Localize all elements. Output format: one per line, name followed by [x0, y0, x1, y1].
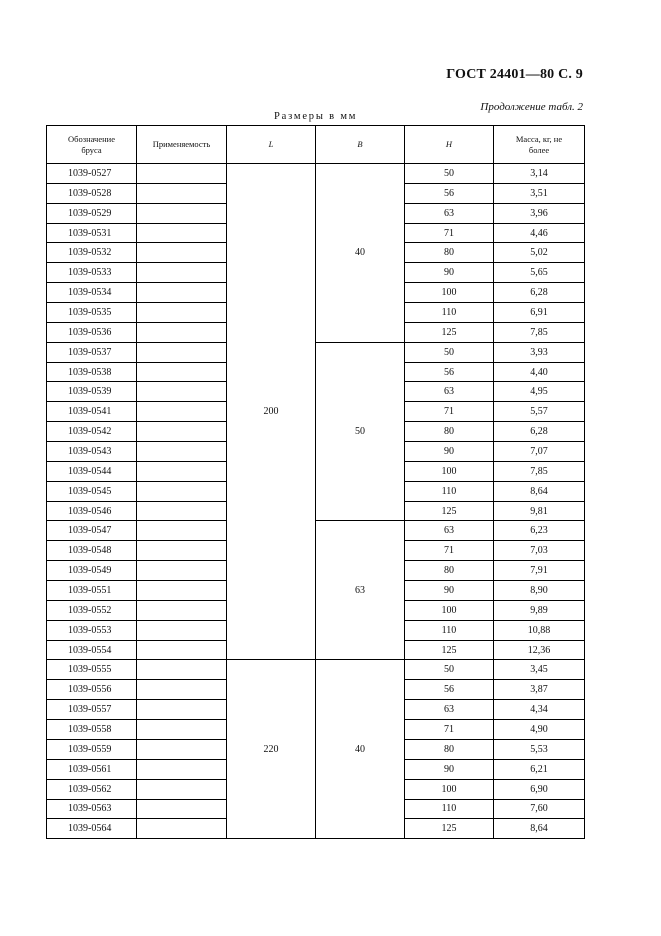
cell-code: 1039-0538: [47, 362, 137, 382]
cell-code: 1039-0548: [47, 541, 137, 561]
cell-code: 1039-0534: [47, 283, 137, 303]
cell-b: 40: [316, 660, 405, 839]
cell-mass: 4,95: [494, 382, 585, 402]
cell-h: 71: [405, 402, 494, 422]
cell-code: 1039-0529: [47, 203, 137, 223]
cell-h: 100: [405, 283, 494, 303]
cell-applicability: [137, 680, 227, 700]
cell-applicability: [137, 322, 227, 342]
cell-mass: 7,07: [494, 442, 585, 462]
column-header-mass: Масса, кг, не более: [494, 126, 585, 164]
cell-code: 1039-0536: [47, 322, 137, 342]
cell-mass: 12,36: [494, 640, 585, 660]
cell-mass: 3,14: [494, 164, 585, 184]
cell-applicability: [137, 759, 227, 779]
cell-h: 63: [405, 700, 494, 720]
cell-code: 1039-0543: [47, 442, 137, 462]
column-header-code: Обозначение бруса: [47, 126, 137, 164]
dimensions-table: [46, 125, 585, 839]
cell-applicability: [137, 183, 227, 203]
cell-code: 1039-0539: [47, 382, 137, 402]
cell-applicability: [137, 799, 227, 819]
cell-applicability: [137, 164, 227, 184]
cell-applicability: [137, 739, 227, 759]
cell-applicability: [137, 720, 227, 740]
cell-b: 63: [316, 521, 405, 660]
cell-applicability: [137, 461, 227, 481]
cell-h: 63: [405, 521, 494, 541]
cell-applicability: [137, 422, 227, 442]
cell-h: 110: [405, 481, 494, 501]
table-row: [47, 342, 585, 362]
cell-h: 90: [405, 759, 494, 779]
cell-mass: 5,02: [494, 243, 585, 263]
cell-mass: 6,28: [494, 283, 585, 303]
cell-b: 40: [316, 164, 405, 343]
cell-l: 200: [227, 164, 316, 660]
cell-h: 56: [405, 362, 494, 382]
cell-code: 1039-0553: [47, 620, 137, 640]
cell-applicability: [137, 521, 227, 541]
cell-code: 1039-0551: [47, 581, 137, 601]
cell-h: 71: [405, 223, 494, 243]
cell-h: 100: [405, 600, 494, 620]
cell-applicability: [137, 819, 227, 839]
cell-mass: 3,87: [494, 680, 585, 700]
cell-h: 100: [405, 779, 494, 799]
cell-applicability: [137, 481, 227, 501]
cell-code: 1039-0549: [47, 561, 137, 581]
cell-b: 50: [316, 342, 405, 521]
cell-h: 90: [405, 263, 494, 283]
cell-code: 1039-0546: [47, 501, 137, 521]
cell-h: 100: [405, 461, 494, 481]
cell-applicability: [137, 581, 227, 601]
cell-mass: 7,60: [494, 799, 585, 819]
cell-code: 1039-0562: [47, 779, 137, 799]
cell-l: 220: [227, 660, 316, 839]
cell-applicability: [137, 362, 227, 382]
cell-h: 80: [405, 739, 494, 759]
cell-code: 1039-0535: [47, 303, 137, 323]
cell-applicability: [137, 303, 227, 323]
cell-mass: 8,64: [494, 481, 585, 501]
cell-code: 1039-0547: [47, 521, 137, 541]
cell-code: 1039-0542: [47, 422, 137, 442]
table-continuation-label: Продолжение табл. 2: [480, 101, 583, 113]
cell-mass: 6,23: [494, 521, 585, 541]
dimensions-table-container: [46, 125, 585, 839]
cell-h: 80: [405, 243, 494, 263]
cell-code: 1039-0528: [47, 183, 137, 203]
cell-applicability: [137, 501, 227, 521]
cell-h: 80: [405, 561, 494, 581]
cell-code: 1039-0557: [47, 700, 137, 720]
units-caption: Размеры в мм: [274, 111, 358, 122]
cell-mass: 10,88: [494, 620, 585, 640]
cell-h: 80: [405, 422, 494, 442]
column-header-h: H: [405, 126, 494, 164]
cell-h: 125: [405, 322, 494, 342]
page-header-title: ГОСТ 24401—80 С. 9: [446, 67, 583, 82]
cell-h: 50: [405, 342, 494, 362]
cell-h: 125: [405, 501, 494, 521]
cell-h: 71: [405, 720, 494, 740]
table-row: [47, 164, 585, 184]
cell-applicability: [137, 600, 227, 620]
table-row: [47, 521, 585, 541]
cell-applicability: [137, 402, 227, 422]
cell-mass: 7,85: [494, 322, 585, 342]
cell-code: 1039-0541: [47, 402, 137, 422]
cell-applicability: [137, 223, 227, 243]
cell-mass: 7,91: [494, 561, 585, 581]
table-body: [47, 164, 585, 839]
cell-code: 1039-0554: [47, 640, 137, 660]
cell-mass: 6,90: [494, 779, 585, 799]
cell-mass: 6,28: [494, 422, 585, 442]
cell-code: 1039-0552: [47, 600, 137, 620]
column-header-l: L: [227, 126, 316, 164]
cell-code: 1039-0545: [47, 481, 137, 501]
table-header-row: [47, 126, 585, 164]
cell-code: 1039-0563: [47, 799, 137, 819]
cell-mass: 9,81: [494, 501, 585, 521]
cell-code: 1039-0533: [47, 263, 137, 283]
cell-applicability: [137, 700, 227, 720]
cell-mass: 5,57: [494, 402, 585, 422]
cell-mass: 7,85: [494, 461, 585, 481]
cell-mass: 5,53: [494, 739, 585, 759]
column-header-b: B: [316, 126, 405, 164]
cell-applicability: [137, 342, 227, 362]
cell-h: 90: [405, 442, 494, 462]
cell-mass: 3,93: [494, 342, 585, 362]
cell-mass: 4,90: [494, 720, 585, 740]
cell-mass: 6,21: [494, 759, 585, 779]
cell-code: 1039-0561: [47, 759, 137, 779]
cell-applicability: [137, 382, 227, 402]
cell-code: 1039-0558: [47, 720, 137, 740]
cell-mass: 7,03: [494, 541, 585, 561]
cell-mass: 3,45: [494, 660, 585, 680]
cell-h: 110: [405, 620, 494, 640]
table-row: [47, 660, 585, 680]
cell-h: 125: [405, 819, 494, 839]
column-header-applicability: Применяемость: [137, 126, 227, 164]
cell-h: 50: [405, 164, 494, 184]
cell-code: 1039-0544: [47, 461, 137, 481]
cell-code: 1039-0556: [47, 680, 137, 700]
cell-h: 110: [405, 799, 494, 819]
cell-h: 110: [405, 303, 494, 323]
cell-applicability: [137, 283, 227, 303]
cell-applicability: [137, 640, 227, 660]
cell-applicability: [137, 561, 227, 581]
cell-code: 1039-0564: [47, 819, 137, 839]
cell-mass: 4,34: [494, 700, 585, 720]
cell-applicability: [137, 243, 227, 263]
cell-mass: 3,51: [494, 183, 585, 203]
cell-applicability: [137, 620, 227, 640]
cell-h: 63: [405, 203, 494, 223]
cell-mass: 5,65: [494, 263, 585, 283]
cell-applicability: [137, 203, 227, 223]
cell-code: 1039-0532: [47, 243, 137, 263]
cell-mass: 3,96: [494, 203, 585, 223]
cell-h: 50: [405, 660, 494, 680]
cell-h: 63: [405, 382, 494, 402]
cell-mass: 4,40: [494, 362, 585, 382]
cell-code: 1039-0527: [47, 164, 137, 184]
cell-code: 1039-0555: [47, 660, 137, 680]
cell-mass: 6,91: [494, 303, 585, 323]
cell-h: 56: [405, 183, 494, 203]
cell-code: 1039-0531: [47, 223, 137, 243]
cell-h: 56: [405, 680, 494, 700]
cell-h: 90: [405, 581, 494, 601]
cell-applicability: [137, 541, 227, 561]
cell-mass: 8,90: [494, 581, 585, 601]
cell-code: 1039-0559: [47, 739, 137, 759]
cell-applicability: [137, 660, 227, 680]
cell-mass: 9,89: [494, 600, 585, 620]
cell-mass: 4,46: [494, 223, 585, 243]
cell-mass: 8,64: [494, 819, 585, 839]
cell-applicability: [137, 779, 227, 799]
cell-code: 1039-0537: [47, 342, 137, 362]
cell-h: 71: [405, 541, 494, 561]
cell-applicability: [137, 442, 227, 462]
cell-h: 125: [405, 640, 494, 660]
cell-applicability: [137, 263, 227, 283]
